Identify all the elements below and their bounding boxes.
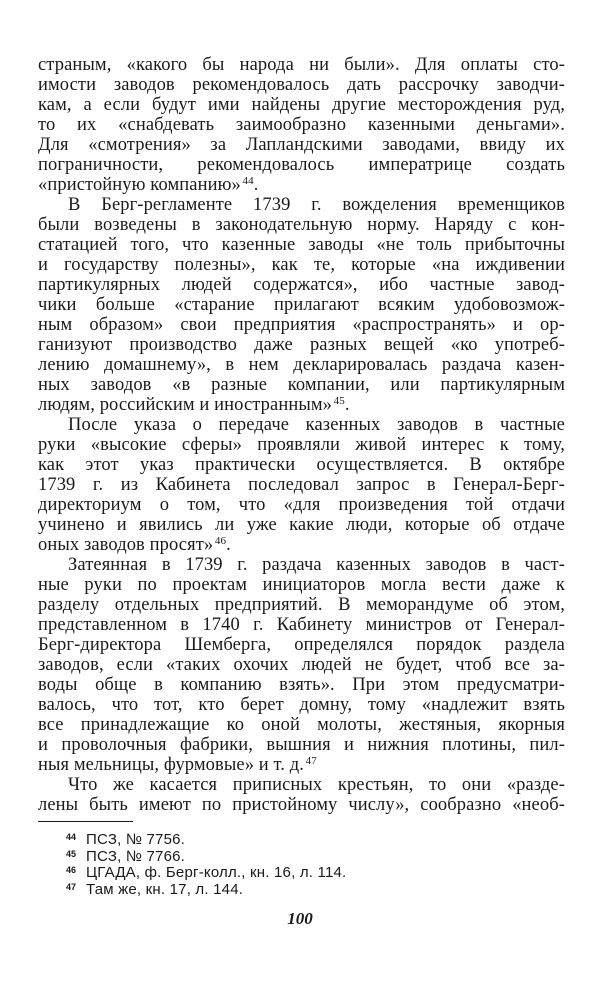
text-line: ганизуют производство даже разных вещей «ко употреб- [38, 335, 565, 355]
text-line: как этот указ практически осуществляется. В октябре [38, 455, 565, 475]
text-line: кам, а если будут ими найдены другие месторождения руд, [38, 95, 565, 115]
footnote-47 [66, 882, 546, 899]
text-line: руки «высокие сферы» проявляли живой интерес к тому, [38, 435, 565, 455]
body-text [38, 55, 565, 815]
text-line: все принадлежащие ко оной молоты, жестяныя, якорныя [38, 715, 565, 735]
text-line: директориум о том, что «для произведения той отдачи [38, 495, 565, 515]
text-fragment: . [226, 535, 231, 555]
text-line [38, 395, 565, 415]
text-fragment: «пристойную компанию» [38, 175, 241, 195]
text-fragment: оных заводов просят» [38, 535, 214, 555]
text-line: разделу отдельных предприятий. В меморандуме об этом, [38, 595, 565, 615]
text-line: партикулярных людей содержатся», ибо частные завод- [38, 275, 565, 295]
footnote-45 [66, 849, 546, 866]
text-line: После указа о передаче казенных заводов в частные [68, 415, 565, 435]
paragraph-5 [38, 775, 565, 815]
text-line: то их «снабдевать заимообразно казенными деньгами». [38, 115, 565, 135]
text-line: воды обще в компанию взять». При этом предусматри- [38, 675, 565, 695]
text-line: лены быть имеют по пристойному числу», сообразно «необ- [38, 795, 565, 815]
text-line: Что же касается приписных крестьян, то они «разде- [68, 775, 565, 795]
text-fragment: . [344, 395, 350, 415]
text-line: были возведены в законодательную норму. Наряду с кон- [38, 215, 565, 235]
text-line [38, 175, 565, 195]
page-number: 100 [287, 909, 313, 928]
text-line: имости заводов рекомендовалось дать рассрочку заводчи- [38, 75, 565, 95]
text-line: заводов, если «таких охочих людей не будет, чтоб все за- [38, 655, 565, 675]
text-line: 1739 г. из Кабинета последовал запрос в Генерал-Берг- [38, 475, 565, 495]
text-line: пограничности, рекомендовалось императрице создать [38, 155, 565, 175]
text-fragment: . [253, 175, 259, 195]
footnote-text: ЦГАДА, ф. Берг-колл., кн. 16, л. 114. [86, 864, 347, 881]
footnote-separator [38, 821, 133, 822]
footnotes [66, 832, 546, 898]
text-line: страным, «какого бы народа ни были». Для оплаты сто- [38, 55, 565, 75]
footnote-number: 46 [66, 865, 77, 875]
text-line: лению домашнему», в нем декларировалась раздача казен- [38, 355, 565, 375]
text-line: валось, что тот, кто берет домну, тому «надлежит взять [38, 695, 565, 715]
paragraph-1 [38, 55, 565, 195]
footnote-ref-47[interactable]: 47 [305, 755, 317, 767]
footnote-46 [66, 865, 546, 882]
text-line: учинено и явились ли уже какие люди, которые об отдаче [38, 515, 565, 535]
text-line: ные руки по проектам инициаторов могла вести даже к [38, 575, 565, 595]
footnote-44 [66, 832, 546, 849]
text-line: представленном в 1740 г. Кабинету министров от Генерал- [38, 615, 565, 635]
text-line: Для «смотрения» за Лапландскими заводами, ввиду их [38, 135, 565, 155]
text-line: статацией того, что казенные заводы «не толь прибыточны [38, 235, 565, 255]
footnote-text: ПСЗ, № 7756. [86, 831, 186, 848]
paragraph-3 [38, 415, 565, 555]
text-line [38, 535, 565, 555]
footnote-number: 47 [66, 881, 77, 892]
text-line [38, 755, 565, 775]
text-fragment: людям, российским и иностранным» [38, 395, 333, 415]
footnote-ref-46[interactable]: 46 [214, 535, 227, 547]
footnote-number: 44 [66, 832, 77, 842]
text-line: Затеянная в 1739 г. раздача казенных заводов в част- [68, 555, 565, 575]
text-line: ных заводов «в разные компании, или партикулярным [38, 375, 565, 395]
text-line: Берг-директора Шемберга, определялся порядок раздела [38, 635, 565, 655]
paragraph-2 [38, 195, 565, 415]
text-line: ным образом» свои предприятия «распространять» и ор- [38, 315, 565, 335]
footnote-number: 45 [66, 848, 77, 859]
footnote-ref-44[interactable]: 44 [242, 175, 254, 187]
text-line: чики больше «старание прилагают всяким удобовозмож- [38, 295, 565, 315]
text-line: В Берг-регламенте 1739 г. вожделения временщиков [68, 195, 565, 215]
footnote-text: Там же, кн. 17, л. 144. [86, 880, 244, 898]
paragraph-4 [38, 555, 565, 775]
text-fragment: ныя мельницы, фурмовые» и т. д. [38, 755, 304, 775]
footnote-ref-45[interactable]: 45 [333, 395, 345, 407]
text-line: и государству полезны», как те, которые «на иждивении [38, 255, 565, 275]
text-line: и проволочныя фабрики, вышния и нижния плотины, пил- [38, 735, 565, 755]
footnote-text: ПСЗ, № 7766. [86, 847, 186, 865]
